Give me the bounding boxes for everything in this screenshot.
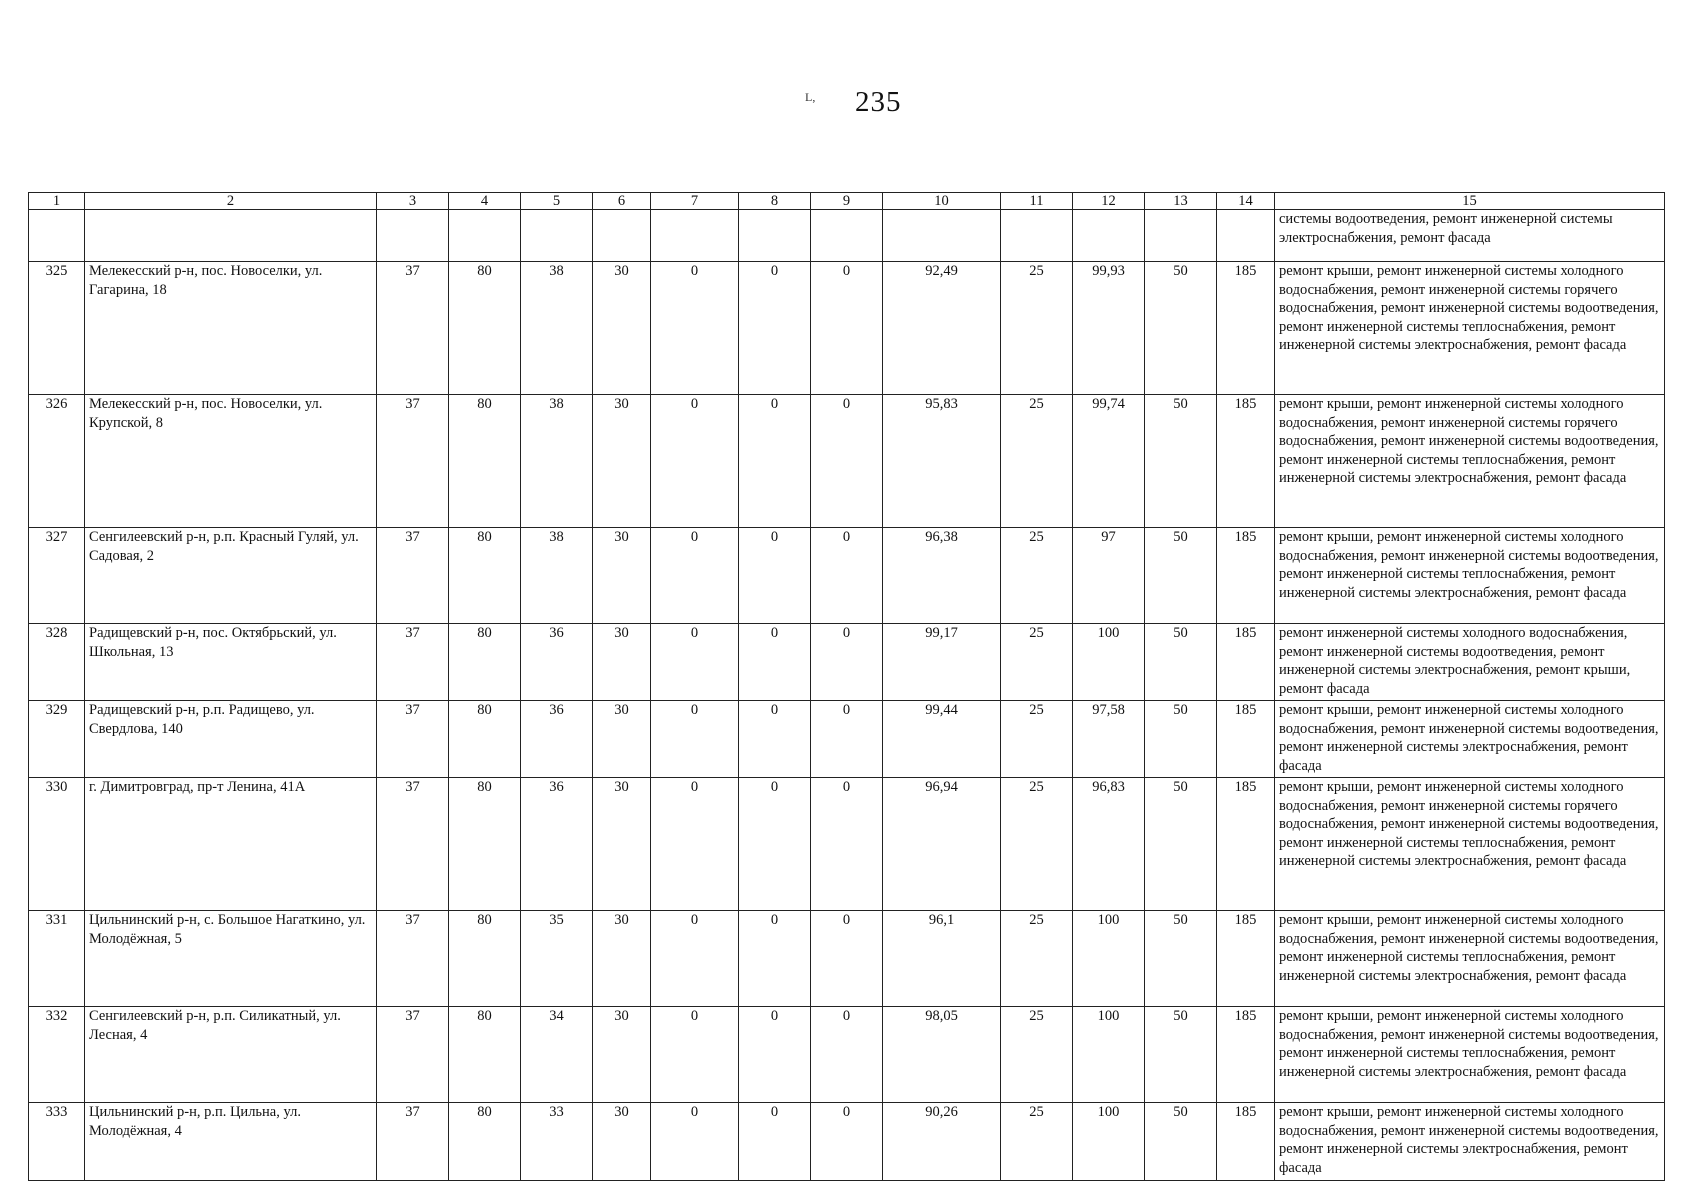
table-row xyxy=(29,911,1665,1007)
value-cell: 99,93 xyxy=(1073,262,1145,395)
works-cell: ремонт крыши, ремонт инженерной системы холодного водоснабжения, ремонт инженерной системы горячего водоснабжения, ремонт инженерной системы водоотведения, ремонт инженерной системы теплоснабжения, ремонт инженерной системы электроснабжения, ремонт фасада xyxy=(1275,262,1665,395)
value-cell: 0 xyxy=(739,395,811,528)
value-cell: 0 xyxy=(651,701,739,778)
address-cell: Радищевский р-н, р.п. Радищево, ул. Свердлова, 140 xyxy=(85,701,377,778)
value-cell xyxy=(377,210,449,262)
column-header: 9 xyxy=(811,193,883,210)
value-cell: 96,1 xyxy=(883,911,1001,1007)
value-cell: 25 xyxy=(1001,395,1073,528)
value-cell: 0 xyxy=(651,911,739,1007)
value-cell: 30 xyxy=(593,911,651,1007)
value-cell: 185 xyxy=(1217,624,1275,701)
value-cell: 38 xyxy=(521,262,593,395)
column-header: 1 xyxy=(29,193,85,210)
value-cell: 80 xyxy=(449,701,521,778)
table-row xyxy=(29,395,1665,528)
address-cell xyxy=(85,210,377,262)
value-cell: 33 xyxy=(521,1103,593,1181)
value-cell: 0 xyxy=(739,701,811,778)
value-cell: 50 xyxy=(1145,911,1217,1007)
value-cell: 185 xyxy=(1217,778,1275,911)
works-cell: ремонт крыши, ремонт инженерной системы холодного водоснабжения, ремонт инженерной системы водоотведения, ремонт инженерной системы электроснабжения, ремонт фасада xyxy=(1275,701,1665,778)
value-cell: 92,49 xyxy=(883,262,1001,395)
table-row xyxy=(29,1007,1665,1103)
value-cell: 96,94 xyxy=(883,778,1001,911)
value-cell xyxy=(449,210,521,262)
value-cell: 0 xyxy=(811,528,883,624)
table-row xyxy=(29,778,1665,911)
row-number-cell: 328 xyxy=(29,624,85,701)
table-row xyxy=(29,1103,1665,1181)
address-cell: Цильнинский р-н, р.п. Цильна, ул. Молодёжная, 4 xyxy=(85,1103,377,1181)
value-cell: 35 xyxy=(521,911,593,1007)
value-cell: 80 xyxy=(449,395,521,528)
works-cell: ремонт крыши, ремонт инженерной системы холодного водоснабжения, ремонт инженерной системы горячего водоснабжения, ремонт инженерной системы водоотведения, ремонт инженерной системы теплоснабжения, ремонт инженерной системы электроснабжения, ремонт фасада xyxy=(1275,395,1665,528)
value-cell: 0 xyxy=(739,1007,811,1103)
value-cell: 0 xyxy=(651,778,739,911)
value-cell: 37 xyxy=(377,911,449,1007)
value-cell: 90,26 xyxy=(883,1103,1001,1181)
row-number-cell: 331 xyxy=(29,911,85,1007)
column-header: 8 xyxy=(739,193,811,210)
value-cell: 185 xyxy=(1217,701,1275,778)
value-cell: 185 xyxy=(1217,395,1275,528)
row-number-cell xyxy=(29,210,85,262)
value-cell: 0 xyxy=(651,262,739,395)
address-cell: Мелекесский р-н, пос. Новоселки, ул. Крупской, 8 xyxy=(85,395,377,528)
value-cell: 50 xyxy=(1145,1103,1217,1181)
value-cell: 37 xyxy=(377,262,449,395)
value-cell: 185 xyxy=(1217,911,1275,1007)
value-cell: 0 xyxy=(651,528,739,624)
value-cell: 98,05 xyxy=(883,1007,1001,1103)
column-header: 4 xyxy=(449,193,521,210)
value-cell: 96,83 xyxy=(1073,778,1145,911)
value-cell: 100 xyxy=(1073,911,1145,1007)
value-cell xyxy=(593,210,651,262)
address-cell: Цильнинский р-н, с. Большое Нагаткино, ул. Молодёжная, 5 xyxy=(85,911,377,1007)
value-cell xyxy=(521,210,593,262)
value-cell: 36 xyxy=(521,778,593,911)
column-header: 3 xyxy=(377,193,449,210)
table-row xyxy=(29,624,1665,701)
value-cell: 185 xyxy=(1217,1007,1275,1103)
register-table xyxy=(28,192,1665,1181)
value-cell: 30 xyxy=(593,1103,651,1181)
value-cell: 50 xyxy=(1145,395,1217,528)
value-cell: 0 xyxy=(651,395,739,528)
row-number-cell: 330 xyxy=(29,778,85,911)
value-cell: 99,44 xyxy=(883,701,1001,778)
value-cell: 80 xyxy=(449,262,521,395)
value-cell: 0 xyxy=(811,1103,883,1181)
value-cell xyxy=(1145,210,1217,262)
value-cell: 25 xyxy=(1001,778,1073,911)
address-cell: Радищевский р-н, пос. Октябрьский, ул. Школьная, 13 xyxy=(85,624,377,701)
value-cell: 37 xyxy=(377,395,449,528)
address-cell: Сенгилеевский р-н, р.п. Силикатный, ул. Лесная, 4 xyxy=(85,1007,377,1103)
row-number-cell: 326 xyxy=(29,395,85,528)
value-cell: 185 xyxy=(1217,262,1275,395)
value-cell: 30 xyxy=(593,778,651,911)
address-cell: Мелекесский р-н, пос. Новоселки, ул. Гагарина, 18 xyxy=(85,262,377,395)
value-cell: 0 xyxy=(739,262,811,395)
value-cell: 97,58 xyxy=(1073,701,1145,778)
value-cell: 99,17 xyxy=(883,624,1001,701)
value-cell: 50 xyxy=(1145,778,1217,911)
value-cell: 0 xyxy=(811,911,883,1007)
value-cell: 30 xyxy=(593,262,651,395)
value-cell: 95,83 xyxy=(883,395,1001,528)
value-cell: 37 xyxy=(377,528,449,624)
value-cell: 96,38 xyxy=(883,528,1001,624)
value-cell: 25 xyxy=(1001,262,1073,395)
value-cell xyxy=(811,210,883,262)
value-cell: 80 xyxy=(449,624,521,701)
value-cell: 30 xyxy=(593,701,651,778)
value-cell xyxy=(1073,210,1145,262)
value-cell: 100 xyxy=(1073,1007,1145,1103)
value-cell: 50 xyxy=(1145,624,1217,701)
value-cell xyxy=(1217,210,1275,262)
column-header: 7 xyxy=(651,193,739,210)
row-number-cell: 332 xyxy=(29,1007,85,1103)
value-cell: 0 xyxy=(811,1007,883,1103)
value-cell: 80 xyxy=(449,528,521,624)
table-row xyxy=(29,210,1665,262)
value-cell: 36 xyxy=(521,624,593,701)
column-header: 6 xyxy=(593,193,651,210)
row-number-cell: 333 xyxy=(29,1103,85,1181)
value-cell xyxy=(739,210,811,262)
scan-mark: L, xyxy=(805,90,816,104)
value-cell: 50 xyxy=(1145,528,1217,624)
row-number-cell: 329 xyxy=(29,701,85,778)
value-cell: 97 xyxy=(1073,528,1145,624)
works-cell: ремонт крыши, ремонт инженерной системы холодного водоснабжения, ремонт инженерной системы горячего водоснабжения, ремонт инженерной системы водоотведения, ремонт инженерной системы теплоснабжения, ремонт инженерной системы электроснабжения, ремонт фасада xyxy=(1275,778,1665,911)
value-cell: 80 xyxy=(449,1103,521,1181)
value-cell: 0 xyxy=(651,1103,739,1181)
value-cell: 37 xyxy=(377,701,449,778)
value-cell: 30 xyxy=(593,395,651,528)
value-cell: 38 xyxy=(521,528,593,624)
value-cell: 25 xyxy=(1001,624,1073,701)
column-header: 5 xyxy=(521,193,593,210)
works-cell: ремонт крыши, ремонт инженерной системы холодного водоснабжения, ремонт инженерной системы водоотведения, ремонт инженерной системы теплоснабжения, ремонт инженерной системы электроснабжения, ремонт фасада xyxy=(1275,1007,1665,1103)
value-cell: 80 xyxy=(449,778,521,911)
value-cell xyxy=(883,210,1001,262)
value-cell: 30 xyxy=(593,528,651,624)
value-cell: 25 xyxy=(1001,911,1073,1007)
value-cell: 37 xyxy=(377,1007,449,1103)
value-cell: 30 xyxy=(593,624,651,701)
column-header: 14 xyxy=(1217,193,1275,210)
works-cell: системы водоотведения, ремонт инженерной системы электроснабжения, ремонт фасада xyxy=(1275,210,1665,262)
table-row xyxy=(29,262,1665,395)
column-header: 11 xyxy=(1001,193,1073,210)
column-header: 2 xyxy=(85,193,377,210)
value-cell: 50 xyxy=(1145,701,1217,778)
address-cell: г. Димитровград, пр-т Ленина, 41А xyxy=(85,778,377,911)
value-cell: 0 xyxy=(739,778,811,911)
value-cell: 0 xyxy=(739,911,811,1007)
row-number-cell: 327 xyxy=(29,528,85,624)
value-cell: 0 xyxy=(811,624,883,701)
value-cell: 100 xyxy=(1073,1103,1145,1181)
value-cell: 36 xyxy=(521,701,593,778)
value-cell: 50 xyxy=(1145,262,1217,395)
page-number: 235 xyxy=(855,86,902,118)
value-cell: 0 xyxy=(739,624,811,701)
value-cell: 80 xyxy=(449,911,521,1007)
value-cell: 30 xyxy=(593,1007,651,1103)
value-cell: 25 xyxy=(1001,1007,1073,1103)
column-header: 10 xyxy=(883,193,1001,210)
value-cell: 37 xyxy=(377,1103,449,1181)
works-cell: ремонт крыши, ремонт инженерной системы холодного водоснабжения, ремонт инженерной системы водоотведения, ремонт инженерной системы теплоснабжения, ремонт инженерной системы электроснабжения, ремонт фасада xyxy=(1275,911,1665,1007)
column-number-row xyxy=(29,193,1665,210)
value-cell: 0 xyxy=(651,1007,739,1103)
value-cell xyxy=(1001,210,1073,262)
value-cell: 34 xyxy=(521,1007,593,1103)
table-row xyxy=(29,701,1665,778)
column-header: 15 xyxy=(1275,193,1665,210)
value-cell: 25 xyxy=(1001,1103,1073,1181)
value-cell: 0 xyxy=(651,624,739,701)
row-number-cell: 325 xyxy=(29,262,85,395)
value-cell: 80 xyxy=(449,1007,521,1103)
value-cell: 37 xyxy=(377,778,449,911)
value-cell: 37 xyxy=(377,624,449,701)
value-cell: 185 xyxy=(1217,1103,1275,1181)
value-cell: 0 xyxy=(811,262,883,395)
value-cell: 25 xyxy=(1001,528,1073,624)
value-cell: 38 xyxy=(521,395,593,528)
value-cell: 0 xyxy=(811,778,883,911)
value-cell: 50 xyxy=(1145,1007,1217,1103)
works-cell: ремонт крыши, ремонт инженерной системы холодного водоснабжения, ремонт инженерной системы водоотведения, ремонт инженерной системы электроснабжения, ремонт фасада xyxy=(1275,1103,1665,1181)
value-cell: 185 xyxy=(1217,528,1275,624)
value-cell: 0 xyxy=(811,701,883,778)
table-row xyxy=(29,528,1665,624)
value-cell: 0 xyxy=(811,395,883,528)
works-cell: ремонт инженерной системы холодного водоснабжения, ремонт инженерной системы водоотведения, ремонт инженерной системы электроснабжения, ремонт крыши, ремонт фасада xyxy=(1275,624,1665,701)
column-header: 12 xyxy=(1073,193,1145,210)
value-cell: 0 xyxy=(739,528,811,624)
value-cell: 99,74 xyxy=(1073,395,1145,528)
works-cell: ремонт крыши, ремонт инженерной системы холодного водоснабжения, ремонт инженерной системы водоотведения, ремонт инженерной системы теплоснабжения, ремонт инженерной системы электроснабжения, ремонт фасада xyxy=(1275,528,1665,624)
address-cell: Сенгилеевский р-н, р.п. Красный Гуляй, ул. Садовая, 2 xyxy=(85,528,377,624)
value-cell: 100 xyxy=(1073,624,1145,701)
value-cell xyxy=(651,210,739,262)
value-cell: 25 xyxy=(1001,701,1073,778)
value-cell: 0 xyxy=(739,1103,811,1181)
column-header: 13 xyxy=(1145,193,1217,210)
